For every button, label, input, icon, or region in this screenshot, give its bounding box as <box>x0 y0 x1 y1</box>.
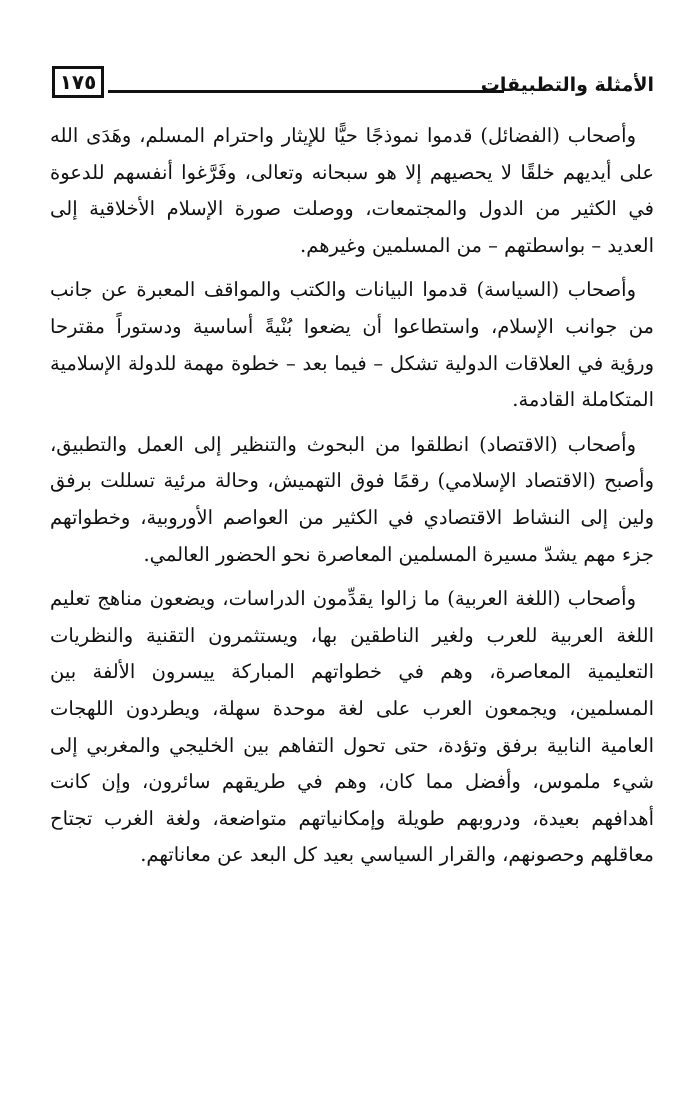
paragraph-politics: وأصحاب (السياسة) قدموا البيانات والكتب والمواقف المعبرة عن جانب من جوانب الإسلام، واستطاعوا أن يضعوا بُنْيةً أساسية ودستوراً مقترحا ورؤية في العلاقات الدولية تشكل – فيما بعد – خطوة مهمة للدولة الإسلامية المتكاملة القادمة. <box>50 278 654 412</box>
body-text <box>50 118 654 882</box>
paragraph-arabic-language: وأصحاب (اللغة العربية) ما زالوا يقدِّمون الدراسات، ويضعون مناهج تعليم اللغة العربية للعرب ولغير الناطقين بها، ويستثمرون التقنية والنظريات التعليمية المعاصرة، وهم في خطواتهم المباركة ييسرون الألفة بين المسلمين، ويجمعون العرب على لغة موحدة سهلة، ويطردون اللهجات العامية النابية برفق وتؤدة، حتى تحول التفاهم بين الخليجي والمغربي إلى شيء ملموس، وأفضل مما كان، وهم في طريقهم سائرون، وإن كانت أهدافهم بعيدة، ودروبهم طويلة وإمكانياتهم متواضعة، ولغة الغرب تجتاح معاقلهم وحصونهم، والقرار السياسي بعيد كل البعد عن معاناتهم. <box>50 587 654 867</box>
paragraph-virtues: وأصحاب (الفضائل) قدموا نموذجًا حيًّا للإيثار واحترام المسلم، وهَدَى الله على أيديهم خلقًا لا يحصيهم إلا هو سبحانه وتعالى، وفَرَّغوا أنفسهم للدعوة في الكثير من الدول والمجتمعات، ووصلت صورة الإسلام الأخلاقية إلى العديد – بواسطتهم – من المسلمين وغيرهم. <box>50 124 654 257</box>
paragraph-economics: وأصحاب (الاقتصاد) انطلقوا من البحوث والتنظير إلى العمل والتطبيق، وأصبح (الاقتصاد الإسلامي) رقمًا فوق التهميش، وحالة مرئية تسللت برفق ولين إلى النشاط الاقتصادي في الكثير من العواصم الأوروبية، وخطواتهم جزء مهم يشدّ مسيرة المسلمين المعاصرة نحو الحضور العالمي. <box>50 432 654 566</box>
chapter-title: الأمثلة والتطبيقات <box>480 74 654 96</box>
header-rule <box>108 90 504 93</box>
page-header <box>52 60 654 104</box>
page-number: ١٧٥ <box>52 66 104 98</box>
